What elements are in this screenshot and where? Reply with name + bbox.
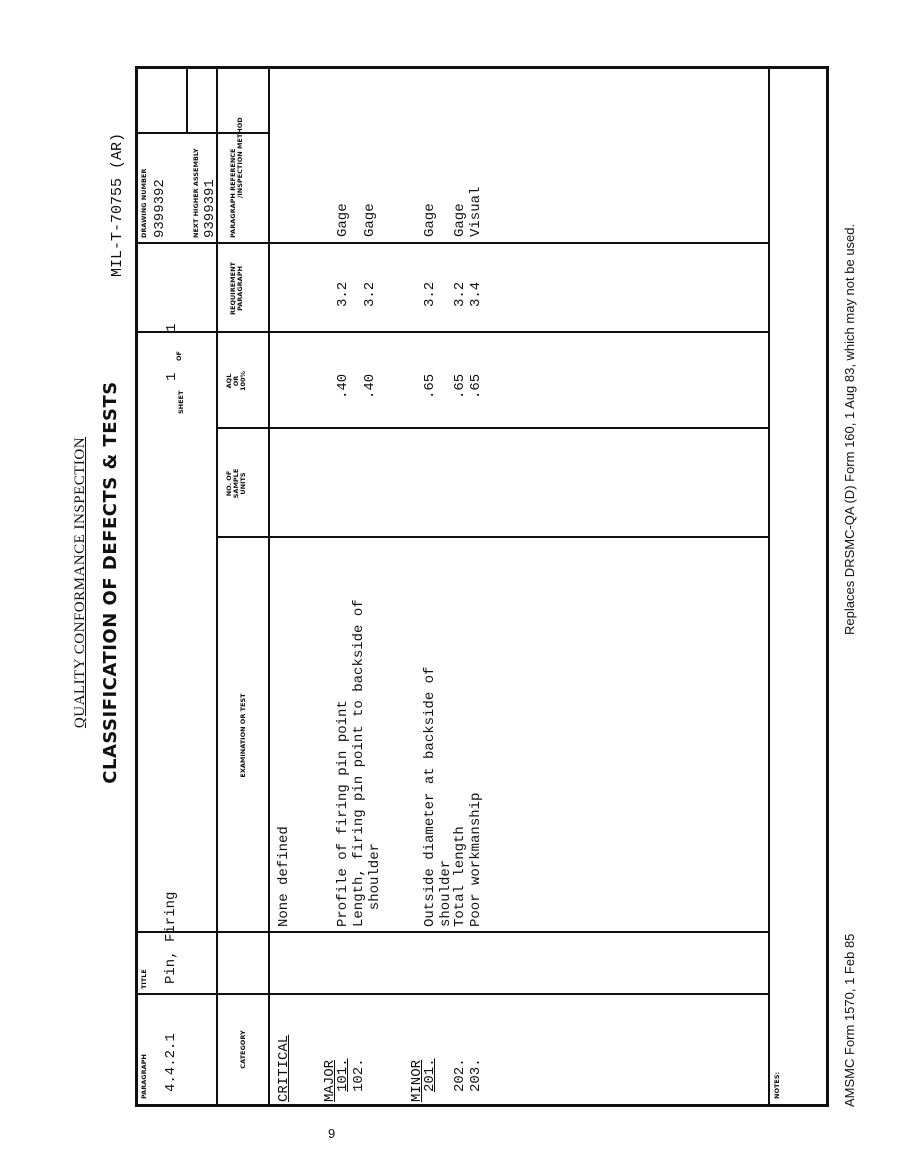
- col-ref-1: PARAGRAPH REFERENCE: [229, 148, 237, 238]
- sheet-num: 1: [164, 372, 180, 381]
- major-label: MAJOR: [322, 1059, 338, 1102]
- sheet-total: 1: [164, 323, 180, 332]
- minor-row-203-method: Visual: [468, 186, 484, 237]
- major-row-101-aql: .40: [335, 373, 351, 399]
- assembly-value: 9399391: [202, 179, 218, 238]
- major-row-102-num: 102.: [351, 1058, 367, 1092]
- col-exam: EXAMINATION OR TEST: [239, 693, 247, 778]
- major-row-101-text: Profile of firing pin point: [335, 700, 351, 927]
- col-ref-2: /INSPECTION METHOD: [236, 117, 244, 198]
- major-row-101-num: 101.: [335, 1058, 351, 1092]
- minor-row-202-req: 3.2: [452, 281, 468, 307]
- col-aql: [226, 333, 247, 429]
- sheet-label: SHEET: [177, 390, 185, 414]
- major-row-101-method: Gage: [335, 203, 351, 237]
- title-label: TITLE: [140, 969, 148, 989]
- assembly-label: NEXT HIGHER ASSEMBLY: [192, 148, 200, 238]
- heading-line2: CLASSIFICATION OF DEFECTS & TESTS: [100, 381, 121, 784]
- page-number: 9: [328, 1126, 336, 1141]
- major-row-102-text: Length, firing pin point to backside of shoulder: [351, 599, 383, 927]
- minor-row-202-text: Total length: [452, 826, 468, 927]
- minor-row-202-aql: .65: [452, 373, 468, 399]
- minor-row-203-req: 3.4: [468, 281, 484, 307]
- col-sample: [226, 429, 247, 538]
- minor-row-203-aql: .65: [468, 373, 484, 399]
- drawing-label: DRAWING NUMBER: [140, 168, 148, 238]
- minor-row-201-text: Outside diameter at backside of shoulder: [422, 666, 454, 927]
- minor-row-201-num: 201.: [422, 1058, 438, 1092]
- col-aql-2: OR: [232, 375, 240, 387]
- col-req-2: PARAGRAPH: [236, 266, 244, 311]
- major-row-102-aql: .40: [362, 373, 378, 399]
- col-ref: [230, 117, 244, 238]
- heading-line1: QUALITY CONFORMANCE INSPECTION: [72, 436, 88, 729]
- major-row-101-req: 3.2: [335, 281, 351, 307]
- critical-label: CRITICAL: [276, 1034, 292, 1102]
- paragraph-value: 4.4.2.1: [163, 1033, 179, 1092]
- minor-label: MINOR: [409, 1059, 425, 1102]
- major-row-102-req: 3.2: [362, 281, 378, 307]
- minor-row-201-req: 3.2: [422, 281, 438, 307]
- form-id: AMSMC Form 1570, 1 Feb 85: [842, 933, 857, 1107]
- form-table: [135, 66, 829, 1107]
- col-sample-1: NO. OF: [225, 470, 233, 497]
- col-category: CATEGORY: [239, 1030, 247, 1069]
- drawing-value: 9399392: [152, 179, 168, 238]
- paragraph-label: PARAGRAPH: [140, 1054, 148, 1099]
- minor-row-201-aql: .65: [422, 373, 438, 399]
- title-value: Pin, Firing: [163, 891, 179, 984]
- minor-row-203-num: 203.: [468, 1058, 484, 1092]
- col-sample-2: SAMPLE: [232, 468, 240, 499]
- notes-label: NOTES:: [773, 1071, 781, 1099]
- col-aql-1: AQL: [225, 373, 233, 389]
- minor-row-203-text: Poor workmanship: [468, 792, 484, 927]
- of-label: OF: [175, 351, 183, 361]
- major-row-102-method: Gage: [362, 203, 378, 237]
- spec-number: MIL-T-70755 (AR): [109, 132, 126, 277]
- critical-text: None defined: [276, 826, 292, 927]
- replaces-note: Replaces DRSMC-QA (D) Form 160, 1 Aug 83, which may not be used.: [842, 223, 857, 635]
- col-req-1: REQUIREMENT: [229, 262, 237, 315]
- minor-row-202-method: Gage: [452, 203, 468, 237]
- minor-row-201-method: Gage: [422, 203, 438, 237]
- minor-row-202-num: 202.: [452, 1058, 468, 1092]
- col-aql-3: 100%: [239, 370, 247, 392]
- col-req: [230, 244, 244, 333]
- col-sample-3: UNITS: [239, 472, 247, 495]
